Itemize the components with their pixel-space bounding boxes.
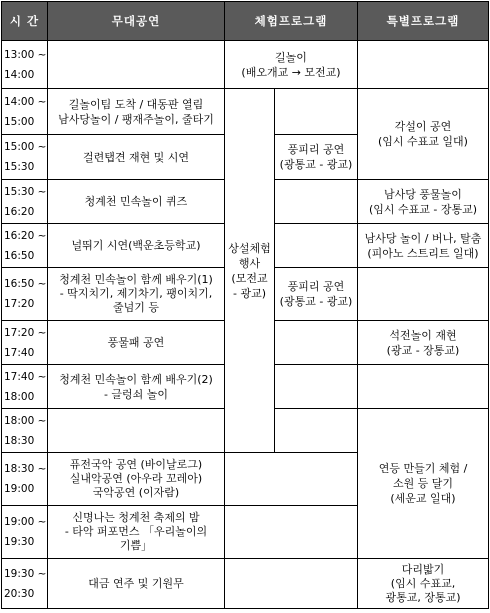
stage-cell: 퓨전국악 공연 (바이날로그) 실내악공연 (아우라 꼬레아) 국악공연 (이자람)	[48, 453, 225, 506]
time-cell: 16:20 ~ 16:50	[2, 224, 48, 268]
time-cell: 18:30 ~ 19:00	[2, 453, 48, 506]
time-cell: 19:00 ~ 19:30	[2, 506, 48, 559]
experience-cell-empty	[275, 409, 358, 453]
stage-cell: 청계천 민속놀이 함께 배우기(2) - 글렁쇠 놀이	[48, 365, 225, 409]
table-row	[2, 559, 489, 609]
stage-cell: 널뛰기 시연(백운초등학교)	[48, 224, 225, 268]
experience-cell-empty	[225, 559, 358, 609]
special-gaksori-cell: 각설이 공연 (임시 수표교 일대)	[358, 89, 489, 180]
special-cell-empty	[358, 365, 489, 409]
experience-pungmul-cell: 풍피리 공연 (광통교 - 광교)	[275, 135, 358, 180]
header-experience: 체험프로그램	[225, 2, 358, 41]
stage-cell	[48, 41, 225, 89]
time-cell: 15:30 ~ 16:20	[2, 180, 48, 224]
time-cell: 13:00 ~ 14:00	[2, 41, 48, 89]
time-cell: 15:00 ~ 15:30	[2, 135, 48, 180]
stage-cell: 풍물패 공연	[48, 321, 225, 365]
table-row	[2, 89, 489, 135]
special-namsadang-cell: 남사당 놀이 / 버나, 탈춤 (피아노 스트리트 일대)	[358, 224, 489, 268]
special-dari-cell: 다리밟기 (임시 수표교, 광통교, 장통교)	[358, 559, 489, 609]
stage-cell	[48, 409, 225, 453]
experience-cell-empty	[275, 321, 358, 365]
time-cell: 14:00 ~ 15:00	[2, 89, 48, 135]
stage-cell: 청계천 민속놀이 함께 배우기(1) - 딱지치기, 제기차기, 팽이치기, 줄넘기 등	[48, 268, 225, 321]
experience-cell-empty	[225, 506, 358, 559]
experience-permanent-cell: 상설체험 행사 (모전교 - 광교)	[225, 89, 275, 453]
special-namsadang-cell: 남사당 풍물놀이 (임시 수표교 - 장통교)	[358, 180, 489, 224]
header-time: 시 간	[2, 2, 48, 41]
time-cell: 17:40 ~ 18:00	[2, 365, 48, 409]
table-row	[2, 41, 489, 89]
time-cell: 18:00 ~ 18:30	[2, 409, 48, 453]
header-stage: 무대공연	[48, 2, 225, 41]
special-lantern-cell: 연등 만들기 체험 / 소원 등 달기 (세운교 일대)	[358, 409, 489, 559]
festival-schedule-table	[1, 1, 489, 609]
special-cell-empty	[358, 41, 489, 89]
header-row	[2, 2, 489, 41]
experience-cell-empty	[225, 453, 358, 506]
experience-cell-empty	[275, 89, 358, 135]
stage-cell: 청계천 민속놀이 퀴즈	[48, 180, 225, 224]
stage-cell: 대금 연주 및 기원무	[48, 559, 225, 609]
stage-cell: 길놀이팀 도착 / 대동판 열림 남사당놀이 / 팽재주놀이, 줄타기	[48, 89, 225, 135]
special-seokjeon-cell: 석전놀이 재현 (광교 - 장통교)	[358, 321, 489, 365]
time-cell: 19:30 ~ 20:30	[2, 559, 48, 609]
time-cell: 16:50 ~ 17:20	[2, 268, 48, 321]
experience-cell-empty	[275, 180, 358, 224]
experience-gilnori-cell: 길놀이 (배오개교 → 모전교)	[225, 41, 358, 89]
experience-cell-empty	[275, 365, 358, 409]
time-cell: 17:20 ~ 17:40	[2, 321, 48, 365]
stage-cell: 신명나는 청계천 축제의 밤 - 타악 퍼포먼스 「우리놀이의 기쁨」	[48, 506, 225, 559]
experience-pungmul-cell: 풍피리 공연 (광통교 - 광교)	[275, 268, 358, 321]
stage-cell: 걸련탭견 재현 및 시연	[48, 135, 225, 180]
experience-cell-empty	[275, 224, 358, 268]
special-cell-empty	[358, 268, 489, 321]
header-special: 특별프로그램	[358, 2, 489, 41]
